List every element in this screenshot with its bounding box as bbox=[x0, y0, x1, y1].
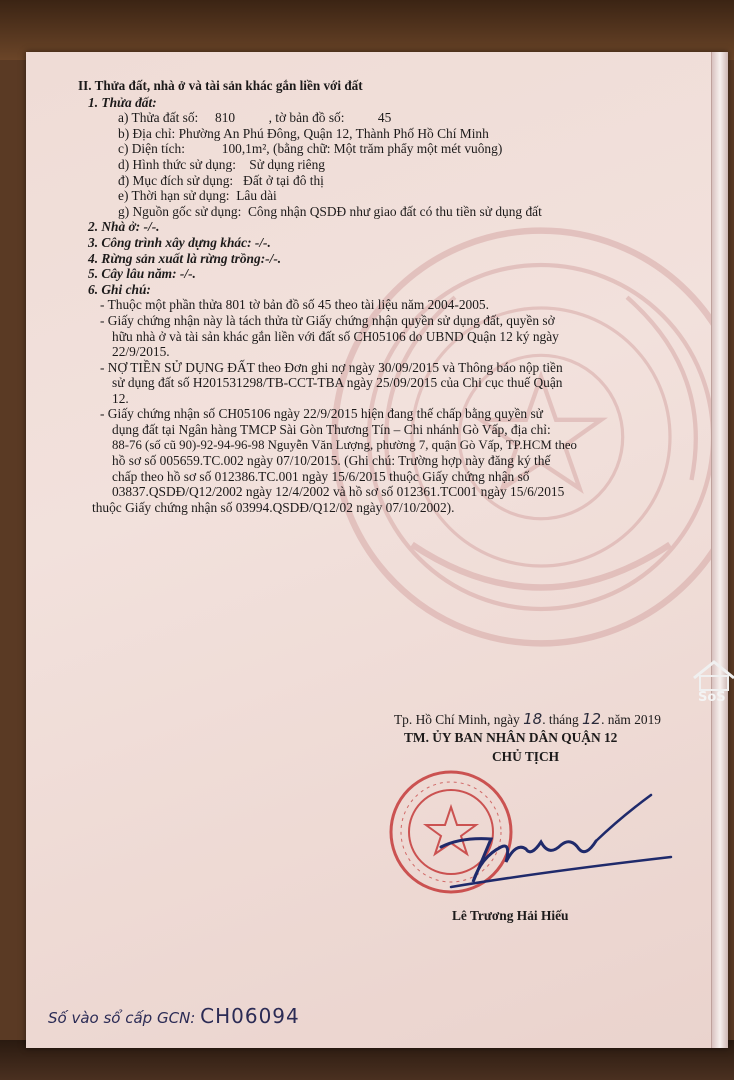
construction-heading: 3. Công trình xây dựng khác: -/-. bbox=[88, 234, 271, 250]
land-address: b) Địa chỉ: Phường An Phú Đông, Quận 12, Thành Phố Hồ Chí Minh bbox=[118, 125, 489, 141]
signing-month: 12 bbox=[582, 710, 602, 728]
signature-block bbox=[26, 52, 728, 1048]
land-heading: 1. Thửa đất: bbox=[88, 94, 157, 110]
land-parcel-number: a) Thửa đất số: 810 , tờ bản đồ số: 45 bbox=[118, 110, 392, 126]
land-area: c) Diện tích: 100,1m², (bằng chữ: Một trăm phẩy một mét vuông) bbox=[118, 141, 503, 157]
registry-number bbox=[48, 1004, 300, 1028]
handwritten-signature-icon bbox=[421, 787, 681, 897]
signing-place: Tp. Hồ Chí Minh, ngày bbox=[394, 712, 520, 727]
note-line: - Thuộc một phần thửa 801 tờ bản đồ số 45 theo tài liệu năm 2004-2005. bbox=[100, 297, 489, 313]
land-usage-form: d) Hình thức sử dụng: Sử dụng riêng bbox=[118, 156, 325, 172]
table-background-top bbox=[0, 0, 734, 60]
note-line: - NỢ TIỀN SỬ DỤNG ĐẤT theo Đơn ghi nợ ngày 30/09/2015 và Thông báo nộp tiền bbox=[100, 359, 563, 375]
note-line: - Giấy chứng nhận này là tách thửa từ Giấy chứng nhận quyền sử dụng đất, quyền sở bbox=[100, 312, 555, 328]
note-line: 12. bbox=[112, 390, 129, 406]
month-label: tháng bbox=[548, 712, 579, 727]
registry-code: CH06094 bbox=[200, 1004, 300, 1028]
note-line: 22/9/2015. bbox=[112, 344, 170, 360]
note-line: thuộc Giấy chứng nhận số 03994.QSDĐ/Q12/02 ngày 07/10/2002). bbox=[92, 500, 455, 516]
note-line: - Giấy chứng nhận số CH05106 ngày 22/9/2015 hiện đang thế chấp bằng quyền sử bbox=[100, 406, 543, 422]
note-line: sử dụng đất số H201531298/TB-CCT-TBA ngày 25/09/2015 của Chi cục thuế Quận bbox=[112, 375, 563, 391]
signing-year: 2019 bbox=[634, 712, 661, 727]
signer-name: Lê Trương Hải Hiếu bbox=[452, 908, 569, 923]
note-line: hữu nhà ở và tài sản khác gắn liền với đất số CH05106 do UBND Quận 12 ký ngày bbox=[112, 328, 559, 344]
forest-heading: 4. Rừng sản xuất là rừng trồng:-/-. bbox=[88, 250, 282, 266]
note-line: 03837.QSDĐ/Q12/2002 ngày 12/4/2002 và hồ sơ số 012361.TC001 ngày 15/6/2015 bbox=[112, 484, 565, 500]
perennial-heading: 5. Cây lâu năm: -/-. bbox=[88, 266, 196, 282]
note-line: 88-76 (số cũ 90)-92-94-96-98 Nguyễn Văn Lượng, phường 7, quận Gò Vấp, TP.HCM theo bbox=[112, 437, 577, 452]
land-origin: g) Nguồn gốc sử dụng: Công nhận QSDĐ như giao đất có thu tiền sử dụng đất bbox=[118, 203, 542, 219]
note-line: dụng đất tại Ngân hàng TMCP Sài Gòn Thương Tín – Chi nhánh Gò Vấp, địa chỉ: bbox=[112, 422, 551, 438]
watermark-text: SoS bbox=[698, 690, 726, 705]
signer-title: CHỦ TỊCH bbox=[492, 749, 560, 764]
registry-label: Số vào sổ cấp GCN: bbox=[48, 1009, 196, 1027]
land-usage-term: e) Thời hạn sử dụng: Lâu dài bbox=[118, 188, 277, 204]
signing-place-date: Tp. Hồ Chí Minh, ngày 18. tháng 12. năm 2019 bbox=[394, 710, 661, 728]
year-label: năm bbox=[607, 712, 631, 727]
house-heading: 2. Nhà ở: -/-. bbox=[88, 219, 160, 235]
issuing-authority: TM. ỦY BAN NHÂN DÂN QUẬN 12 bbox=[404, 730, 618, 745]
note-line: hồ sơ số 005659.TC.002 ngày 07/10/2015. (Ghi chú: Trường hợp này đăng ký thế bbox=[112, 453, 551, 469]
booklet-spine bbox=[711, 52, 728, 1048]
certificate-page bbox=[26, 52, 728, 1048]
notes-heading: 6. Ghi chú: bbox=[88, 281, 151, 297]
section-heading: II. Thửa đất, nhà ở và tài sản khác gắn liền với đất bbox=[78, 78, 363, 93]
land-usage-purpose: đ) Mục đích sử dụng: Đất ở tại đô thị bbox=[118, 172, 324, 188]
note-line: chấp theo hồ sơ số 012386.TC.001 ngày 15/6/2015 thuộc Giấy chứng nhận số bbox=[112, 468, 530, 484]
signing-day: 18 bbox=[523, 710, 543, 728]
